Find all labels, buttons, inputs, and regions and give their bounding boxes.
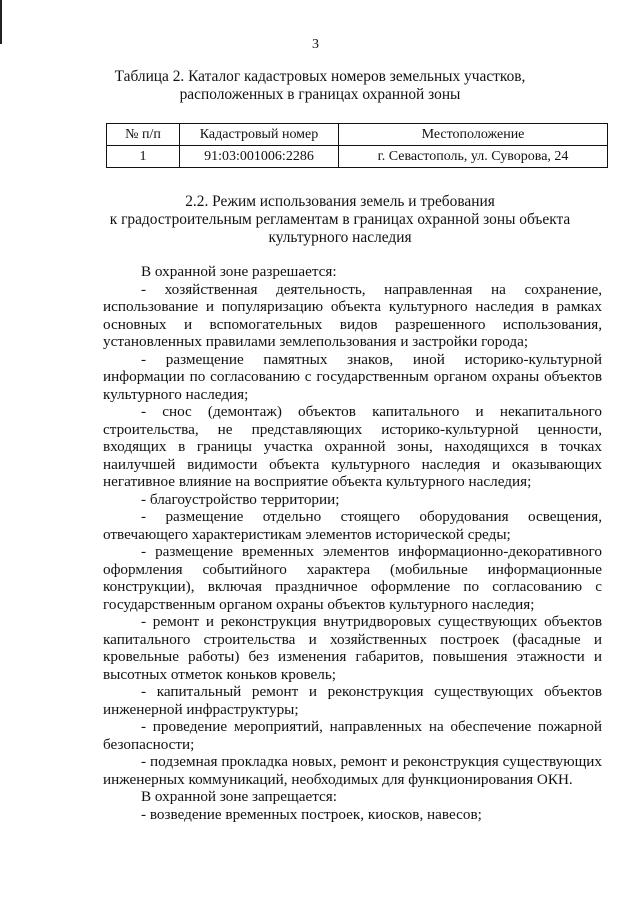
cell-location: г. Севастополь, ул. Суворова, 24	[339, 146, 608, 168]
section-heading-line: к градостроительным регламентам в границах охранной зоны объекта	[109, 211, 571, 228]
prohibited-item: - возведение временных построек, киосков, навесов;	[141, 805, 482, 823]
section-heading	[80, 193, 600, 247]
header-location: Местоположение	[339, 124, 608, 146]
permitted-item: - хозяйственная деятельность, направленная на сохранение, использование и популяризацию объекта культурного наследия в рамках основных и вспомогательных видов разрешенного использования, установленных правилами землепользования и застройки города;	[103, 280, 602, 350]
permitted-item: - снос (демонтаж) объектов капитального и некапитального строительства, не представляющих историко-культурной ценности, входящих в границы участка охранной зоны, находящихся в точках наилучшей видимости объекта культурного наследия и оказывающих негативное влияние на восприятие объекта культурного наследия;	[103, 403, 602, 490]
cadastral-table	[106, 123, 608, 168]
permitted-intro: В охранной зоне разрешается:	[141, 263, 337, 280]
permitted-item: - размещение временных элементов информационно-декоративного оформления событийного характера (мобильные информационные конструкции), включая праздничное оформление по согласованию с государственным органом охраны объектов культурного наследия;	[103, 543, 602, 613]
table-caption-line: Таблица 2. Каталог кадастровых номеров земельных участков,	[114, 68, 526, 85]
table-header-row	[107, 124, 608, 146]
table-row	[107, 146, 608, 168]
cell-number: 1	[107, 146, 180, 168]
table-caption-line: расположенных в границах охранной зоны	[179, 86, 461, 103]
permitted-item: - ремонт и реконструкция внутридворовых существующих объектов капитального строительства и хозяйственных построек (фасадные и кровельные работы) без изменения габаритов, повышения этажности и высотных отметок коньков кровель;	[103, 613, 602, 683]
permitted-item: - проведение мероприятий, направленных на обеспечение пожарной безопасности;	[103, 718, 602, 753]
permitted-item: - размещение памятных знаков, иной историко-культурной информации по согласованию с государственным органом охраны объектов культурного наследия;	[103, 350, 602, 403]
header-number: № п/п	[107, 124, 180, 146]
permitted-item: - капитальный ремонт и реконструкция существующих объектов инженерной инфраструктуры;	[103, 683, 602, 718]
document-body	[103, 263, 602, 823]
permitted-item: - подземная прокладка новых, ремонт и реконструкция существующих инженерных коммуникаций, необходимых для функционирования ОКН.	[103, 753, 602, 788]
permitted-item: - размещение отдельно стоящего оборудования освещения, отвечающего характеристикам элементов исторической среды;	[103, 508, 602, 543]
cell-cadastral: 91:03:001006:2286	[180, 146, 339, 168]
permitted-item: - благоустройство территории;	[141, 490, 340, 508]
section-heading-line: культурного наследия	[268, 229, 412, 246]
section-heading-line: 2.2. Режим использования земель и требования	[185, 193, 495, 210]
prohibited-intro: В охранной зоне запрещается:	[141, 788, 337, 805]
header-cadastral: Кадастровый номер	[180, 124, 339, 146]
page-number: 3	[312, 37, 319, 52]
table-caption	[60, 68, 580, 104]
